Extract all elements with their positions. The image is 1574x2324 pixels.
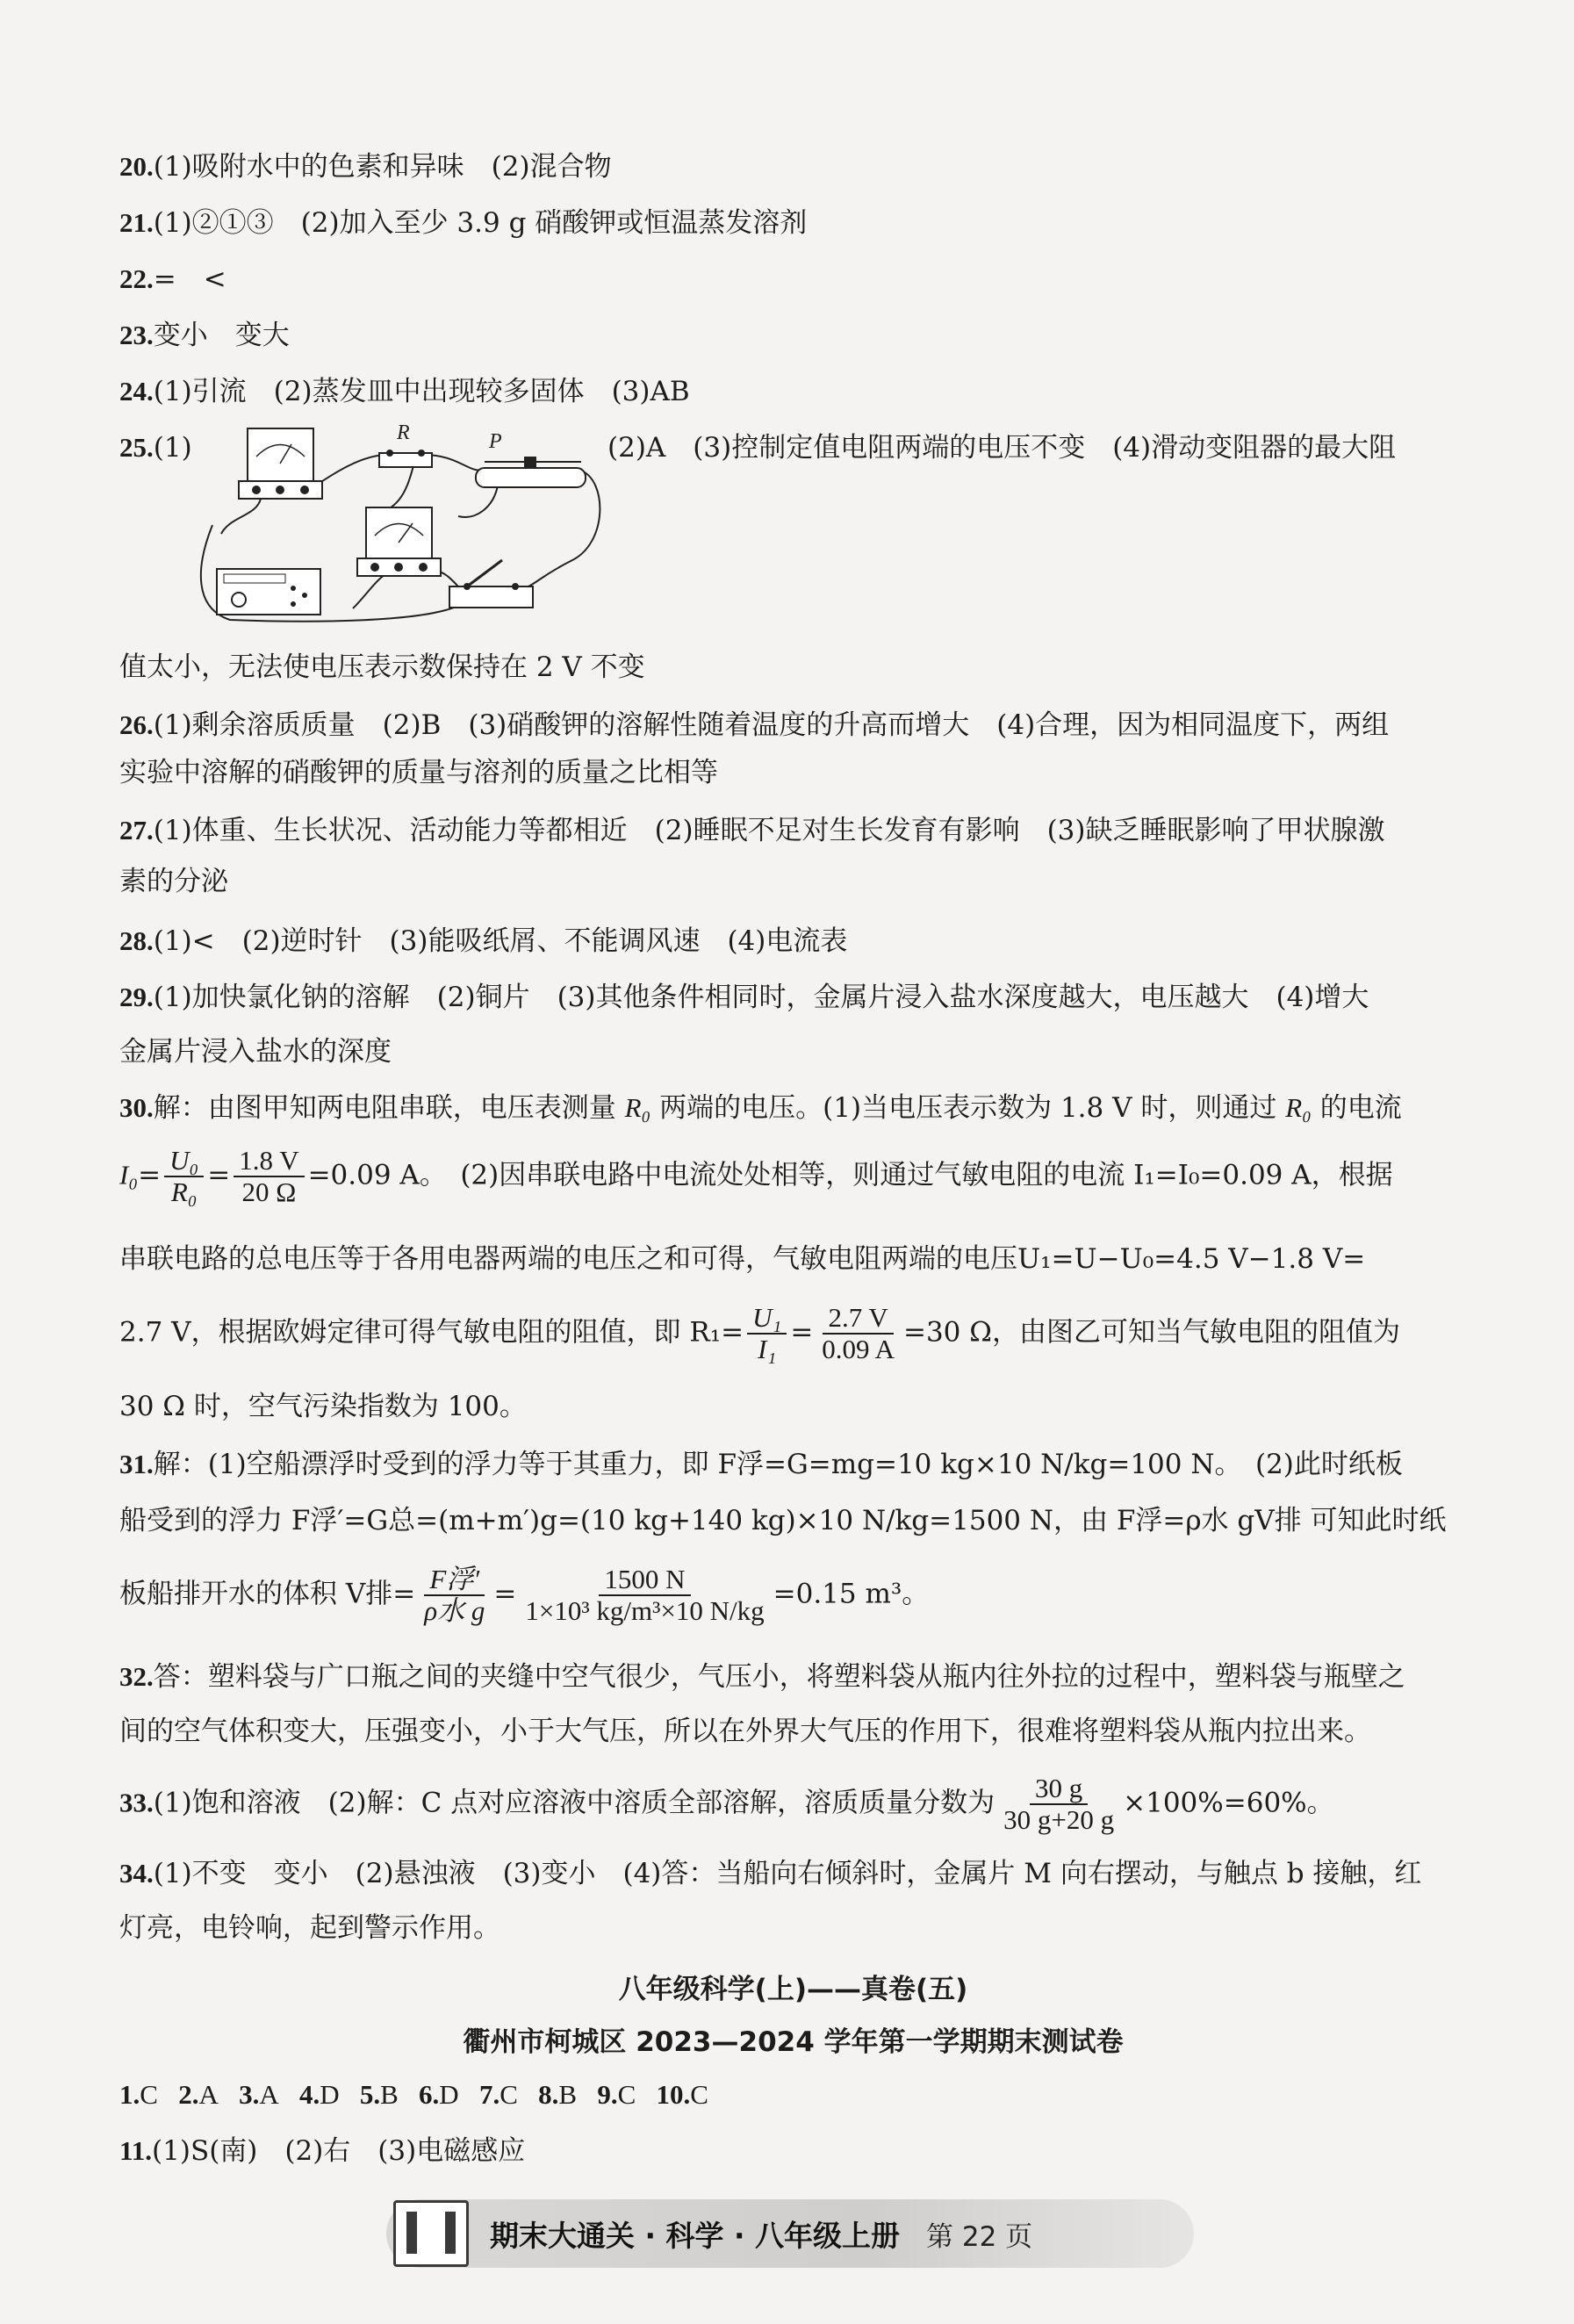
circuit-diagram <box>195 420 607 623</box>
mc-item: 3.A <box>239 2079 279 2110</box>
fraction-u1-i1: $\frac{\text{U₁}}{\text{I₁}}$ <box>747 1303 787 1364</box>
resistor-label: R <box>397 421 410 444</box>
answer-29-line1: 29.(1)加快氯化钠的溶解 (2)铜片 (3)其他条件相同时，金属片浸入盐水深度越大，电压越大 (4)增大 <box>119 982 1369 1013</box>
mc-item: 10.C <box>656 2079 708 2110</box>
resistor-icon <box>379 421 432 467</box>
answer-24: 24.(1)引流 (2)蒸发皿中出现较多固体 (3)AB <box>119 376 690 407</box>
mc-item: 8.B <box>538 2079 578 2110</box>
answer-32-line1: 32.答：塑料袋与广口瓶之间的夹缝中空气很少，气压小，将塑料袋从瓶内往外拉的过程中，塑料袋与瓶壁之 <box>119 1661 1405 1693</box>
answer-31-line1: 31.解：(1)空船漂浮时受到的浮力等于其重力，即 F浮=G=mg=10 kg×10 N/kg=100 N。 (2)此时纸板 <box>119 1449 1403 1480</box>
book-logo-icon <box>393 2200 469 2267</box>
answer-30-line5: 30 Ω 时，空气污染指数为 100。 <box>119 1391 527 1422</box>
answer-32-line2: 间的空气体积变大，压强变小，小于大气压，所以在外界大气压的作用下，很难将塑料袋从瓶内拉出来。 <box>119 1716 1371 1747</box>
answer-11: 11.(1)S(南) (2)右 (3)电磁感应 <box>119 2135 526 2167</box>
fraction-u0-r0: $\frac{\text{U₀}}{\text{R₀}}$ <box>164 1146 204 1207</box>
mc-item: 5.B <box>359 2079 399 2110</box>
answer-20: 20.(1)吸附水中的色素和异味 (2)混合物 <box>119 151 612 183</box>
answer-34-line2: 灯亮，电铃响，起到警示作用。 <box>119 1912 500 1944</box>
section-subtitle: 衢州市柯城区 2023—2024 学年第一学期期末测试卷 <box>463 2026 1124 2058</box>
answer-34-line1: 34.(1)不变 变小 (2)悬浊液 (3)变小 (4)答：当船向右倾斜时，金属片 M 向右摆动，与触点 b 接触，红 <box>119 1858 1422 1889</box>
switch-icon <box>449 560 533 608</box>
footer-band <box>386 2199 1194 2268</box>
answer-31-line3: 板船排开水的体积 V排= $\frac{\text{F浮′}}{\text{ρ水 g}}$ = $\frac{1500 N}{\text{1×10³ kg/m³×10 N/kg}}$ =0.15 m³。 <box>119 1564 930 1626</box>
answer-31-line2: 船受到的浮力 F浮′=G总=(m+m′)g=(10 kg+140 kg)×10 N/kg=1500 N，由 F浮=ρ水 gV排 可知此时纸 <box>119 1505 1447 1536</box>
answer-30-line4: 2.7 V，根据欧姆定律可得气敏电阻的阻值，即 R₁= $\frac{\text{U₁}}{\text{I₁}}$ = $\frac{2.7 V}{0.09 A}$ =30 Ω，由图乙可知当气敏电阻的阻值为 <box>119 1302 1400 1364</box>
answer-25-right: (2)A (3)控制定值电阻两端的电压不变 (4)滑动变阻器的最大阻 <box>607 432 1397 464</box>
answer-27-line1: 27.(1)体重、生长状况、活动能力等都相近 (2)睡眠不足对生长发育有影响 (3)缺乏睡眠影响了甲状腺激 <box>119 815 1385 846</box>
answer-27-line2: 素的分泌 <box>119 866 228 897</box>
answer-25-cont: 值太小，无法使电压表示数保持在 2 V 不变 <box>119 651 645 683</box>
mc-item: 7.C <box>478 2079 518 2110</box>
answer-22: 22.= < <box>119 263 226 295</box>
mc-answers <box>119 2077 708 2112</box>
voltmeter-icon <box>357 507 441 576</box>
answer-30-line2: I₀= $\frac{\text{U₀}}{\text{R₀}}$ = $\frac{1.8 V}{20 \Omega}$ =0.09 A。 (2)因串联电路中电流处处相等，则通过气敏电阻的电流 I₁=I₀=0.09 A，根据 <box>119 1145 1393 1207</box>
rheostat-icon <box>476 430 586 487</box>
fraction-mass-percent: $\frac{30 g}{30 g+20 g}$ <box>1003 1773 1115 1835</box>
mc-item: 9.C <box>597 2079 636 2110</box>
answer-29-line2: 金属片浸入盐水的深度 <box>119 1036 392 1068</box>
footer-title: 期末大通关 · 科学 · 八年级上册 <box>490 2218 901 2253</box>
fraction-values: $\frac{1.8 V}{20 \Omega}$ <box>234 1146 304 1207</box>
answer-25-label: 25.(1) <box>119 432 192 464</box>
answer-23: 23.变小 变大 <box>119 320 290 351</box>
ammeter-icon <box>239 428 322 499</box>
answer-21: 21.(1)②①③ (2)加入至少 3.9 g 硝酸钾或恒温蒸发溶剂 <box>119 207 808 239</box>
answer-33: 33.(1)饱和溶液 (2)解：C 点对应溶液中溶质全部溶解，溶质质量分数为 $\frac{30 g}{30 g+20 g}$ ×100%=60%。 <box>119 1773 1334 1835</box>
page-number: 第 22 页 <box>926 2220 1033 2253</box>
fraction-r1-values: $\frac{2.7 V}{0.09 A}$ <box>822 1302 895 1364</box>
answer-30-line3: 串联电路的总电压等于各用电器两端的电压之和可得，气敏电阻两端的电压U₁=U−U₀=4.5 V−1.8 V= <box>119 1243 1366 1275</box>
answer-28: 28.(1)< (2)逆时针 (3)能吸纸屑、不能调风速 (4)电流表 <box>119 925 848 957</box>
mc-item: 2.A <box>178 2079 219 2110</box>
fraction-volume-values: $\frac{1500 N}{\text{1×10³ kg/m³×10 N/kg}}$ <box>525 1564 765 1626</box>
answer-30-line1: 30.解：由图甲知两电阻串联，电压表测量 R₀ 两端的电压。(1)当电压表示数为 1.8 V 时，则通过 R₀ 的电流 <box>119 1092 1402 1124</box>
answer-26-line1: 26.(1)剩余溶质质量 (2)B (3)硝酸钾的溶解性随着温度的升高而增大 (4)合理，因为相同温度下，两组 <box>119 709 1390 741</box>
mc-item: 4.D <box>298 2079 340 2110</box>
mc-item: 6.D <box>419 2079 459 2110</box>
mc-item: 1.C <box>119 2079 158 2110</box>
fraction-buoyancy: $\frac{\text{F浮′}}{\text{ρ水 g}}$ <box>424 1564 485 1626</box>
section-title: 八年级科学(上)——真卷(五) <box>618 1974 968 2005</box>
rheostat-label: P <box>489 430 502 453</box>
power-supply-icon <box>217 569 320 615</box>
answer-26-line2: 实验中溶解的硝酸钾的质量与溶剂的质量之比相等 <box>119 757 718 788</box>
